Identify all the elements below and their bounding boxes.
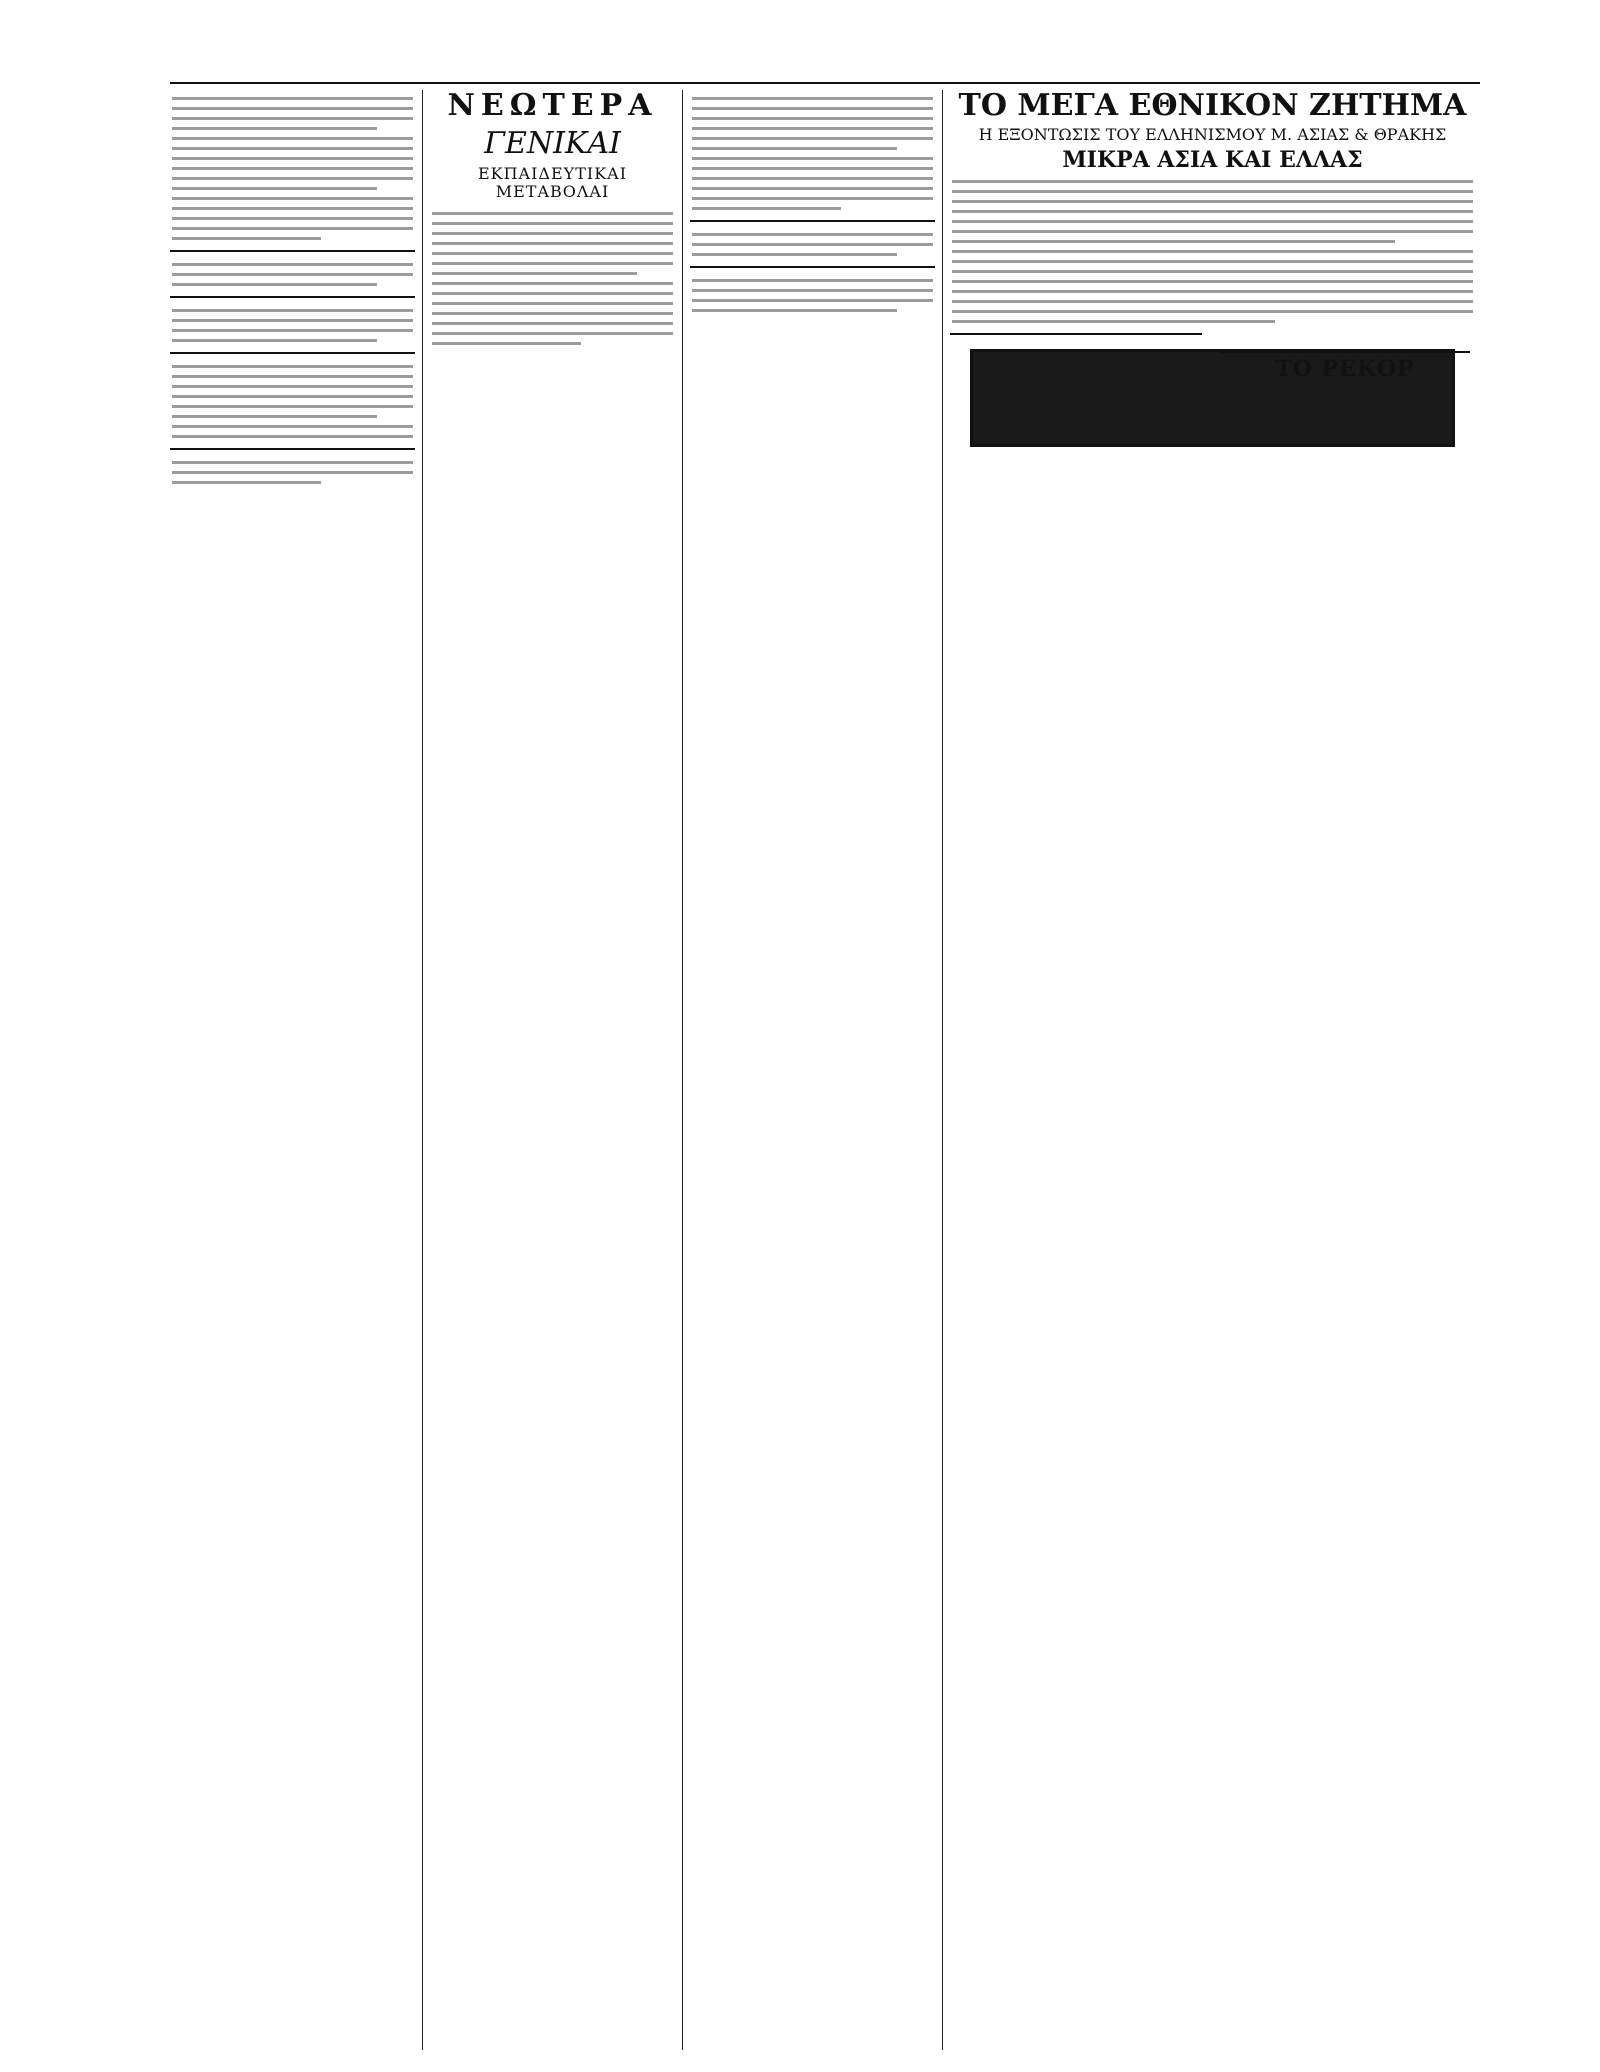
article-continued [172, 97, 413, 240]
lab-advert-heading [690, 220, 935, 226]
newspaper-page [170, 90, 1480, 2050]
top-rule [170, 82, 1480, 84]
main-subheadline-2: ΜΙΚΡΑ ΑΣΙΑ ΚΑΙ ΕΛΛΑΣ [1062, 146, 1363, 173]
column-2 [430, 90, 675, 2050]
section-subtitle: ΕΚΠΑΙΔΕΥΤΙΚΑΙ ΜΕΤΑΒΟΛΑΙ [477, 164, 628, 202]
column-1 [170, 90, 415, 2050]
column-4 [950, 90, 1475, 2050]
sports-heading [170, 296, 415, 302]
main-subheadline: Η ΕΞΟΝΤΩΣΙΣ ΤΟΥ ΕΛΛΗΝΙΣΜΟΥ Μ. ΑΣΙΑΣ & ΘΡΑΚΗΣ [978, 124, 1447, 144]
masthead: ΝΕΩΤΕΡΑ [447, 90, 658, 123]
advert-heading [170, 250, 415, 256]
column-rule [682, 90, 683, 2050]
rekor-heading: ΤΟ ΡΕΚΟΡ [1220, 351, 1470, 381]
col2-body [432, 212, 673, 345]
column-rule [942, 90, 943, 2050]
col4-body [952, 180, 1473, 323]
thanks-heading [950, 333, 1202, 339]
routes-heading [170, 352, 415, 358]
doctor-advert-heading [690, 266, 935, 272]
main-headline: ΤΟ ΜΕΓΑ ΕΘΝΙΚΟΝ ΖΗΤΗΜΑ [958, 90, 1467, 123]
section-title: ΓΕΝΙΚΑΙ [484, 125, 621, 161]
ent-heading [170, 448, 415, 454]
col3-body [692, 97, 933, 210]
column-3 [690, 90, 935, 2050]
column-rule [422, 90, 423, 2050]
